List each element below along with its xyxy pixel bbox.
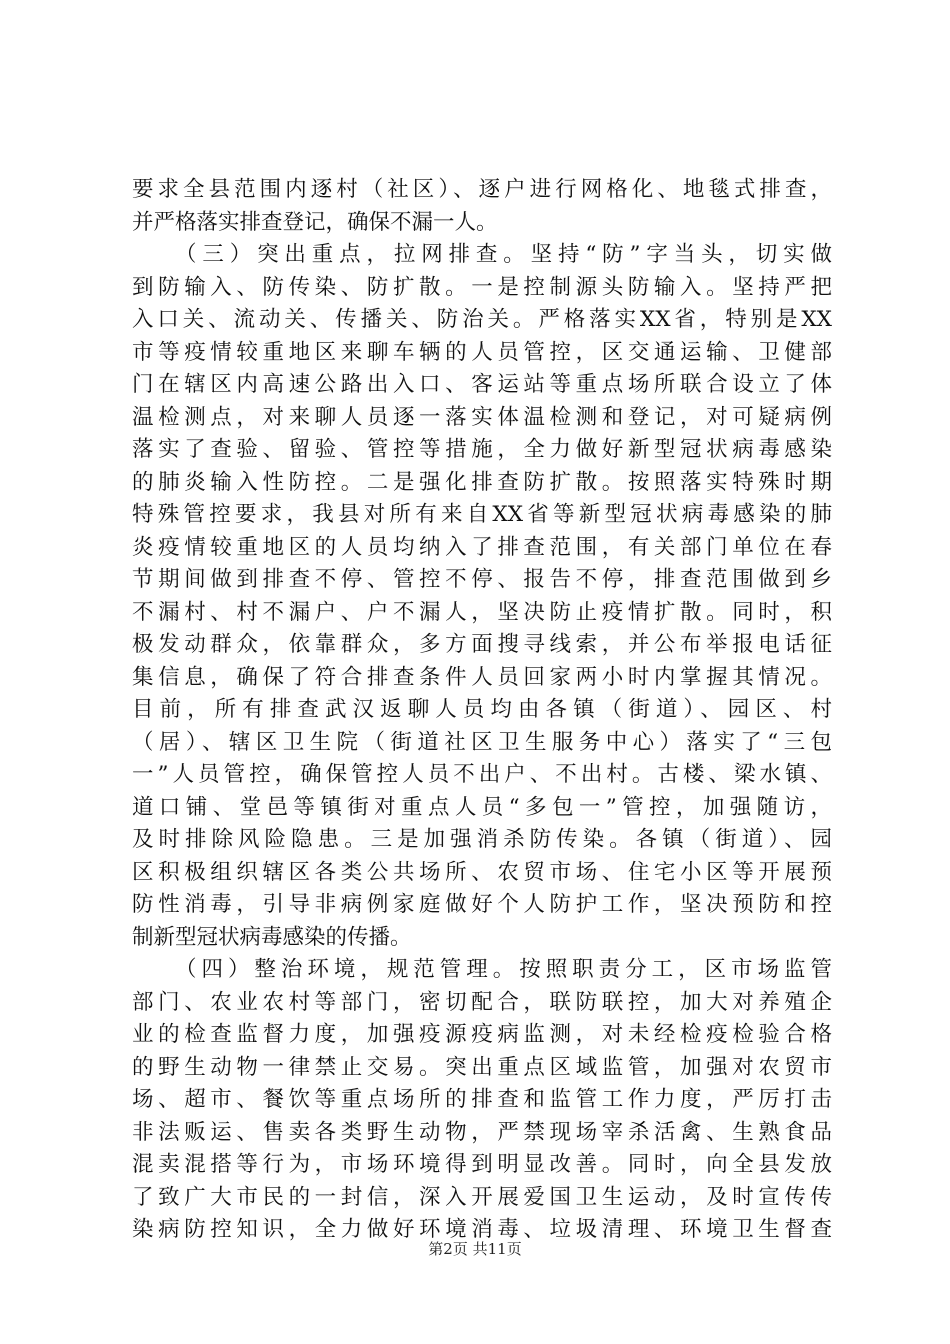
text-line: 混卖混搭等行为，市场环境得到明显改善。同时，向全县发放 <box>132 1152 832 1177</box>
text-line: 的野生动物一律禁止交易。突出重点区域监管，加强对农贸市 <box>132 1054 832 1080</box>
body-text <box>132 174 832 1247</box>
text-line: 场、超市、餐饮等重点场所的排查和监管工作力度，严厉打击 <box>132 1087 832 1112</box>
text-line: 区积极组织辖区各类公共场所、农贸市场、住宅小区等开展预 <box>132 859 832 885</box>
text-line: 一”人员管控，确保管控人员不出户、不出村。古楼、梁水镇、 <box>132 762 832 787</box>
text-line: 集信息，确保了符合排查条件人员回家两小时内掌握其情况。 <box>132 664 832 690</box>
text-line: （四）整治环境，规范管理。按照职责分工，区市场监管 <box>175 957 832 982</box>
text-line: 防性消毒，引导非病例家庭做好个人防护工作，坚决预防和控 <box>132 892 832 917</box>
text-line: 业的检查监督力度，加强疫源疫病监测，对未经检疫检验合格 <box>132 1022 832 1047</box>
text-line: 并严格落实排查登记，确保不漏一人。 <box>132 209 498 235</box>
text-line: 炎疫情较重地区的人员均纳入了排查范围，有关部门单位在春 <box>132 534 832 560</box>
text-line: 部门、农业农村等部门，密切配合，联防联控，加大对养殖企 <box>132 989 832 1015</box>
text-line: 的肺炎输入性防控。二是强化排查防扩散。按照落实特殊时期 <box>132 469 832 495</box>
text-line: （居）、辖区卫生院（街道社区卫生服务中心）落实了“三包 <box>132 729 832 755</box>
text-line: 到防输入、防传染、防扩散。一是控制源头防输入。坚持严把 <box>132 274 832 300</box>
text-line: 不漏村、村不漏户、户不漏人，坚决防止疫情扩散。同时，积 <box>132 599 832 625</box>
text-line: 温检测点，对来聊人员逐一落实体温检测和登记，对可疑病例 <box>132 404 832 430</box>
text-line: 制新型冠状病毒感染的传播。 <box>132 924 412 950</box>
text-line: 非法贩运、售卖各类野生动物，严禁现场宰杀活禽、生熟食品 <box>132 1119 832 1145</box>
text-line: 了致广大市民的一封信，深入开展爱国卫生运动，及时宣传传 <box>132 1184 832 1210</box>
text-line: 及时排除风险隐患。三是加强消杀防传染。各镇（街道）、园 <box>132 827 832 852</box>
text-line: 市等疫情较重地区来聊车辆的人员管控，区交通运输、卫健部 <box>132 339 832 365</box>
text-line: 要求全县范围内逐村（社区）、逐户进行网格化、地毯式排查， <box>132 177 832 202</box>
page-number-footer: 第2页 共11页 <box>428 1240 522 1258</box>
text-line: 节期间做到排查不停、管控不停、报告不停，排查范围做到乡 <box>132 567 832 592</box>
text-line: 门在辖区内高速公路出入口、客运站等重点场所联合设立了体 <box>132 372 832 397</box>
text-line: （三）突出重点，拉网排查。坚持“防”字当头，切实做 <box>175 242 832 267</box>
text-line: 目前，所有排查武汉返聊人员均由各镇（街道）、园区、村 <box>132 697 832 722</box>
text-line: 极发动群众，依靠群众，多方面搜寻线索，并公布举报电话征 <box>132 632 832 657</box>
text-line: 道口铺、堂邑等镇街对重点人员“多包一”管控，加强随访， <box>132 794 832 820</box>
text-line: 落实了查验、留验、管控等措施，全力做好新型冠状病毒感染 <box>132 437 832 462</box>
text-line: 特殊管控要求，我县对所有来自XX省等新型冠状病毒感染的肺 <box>132 502 832 527</box>
text-line: 染病防控知识，全力做好环境消毒、垃圾清理、环境卫生督查 <box>132 1217 832 1242</box>
text-line: 入口关、流动关、传播关、防治关。严格落实XX省，特别是XX <box>132 307 832 332</box>
